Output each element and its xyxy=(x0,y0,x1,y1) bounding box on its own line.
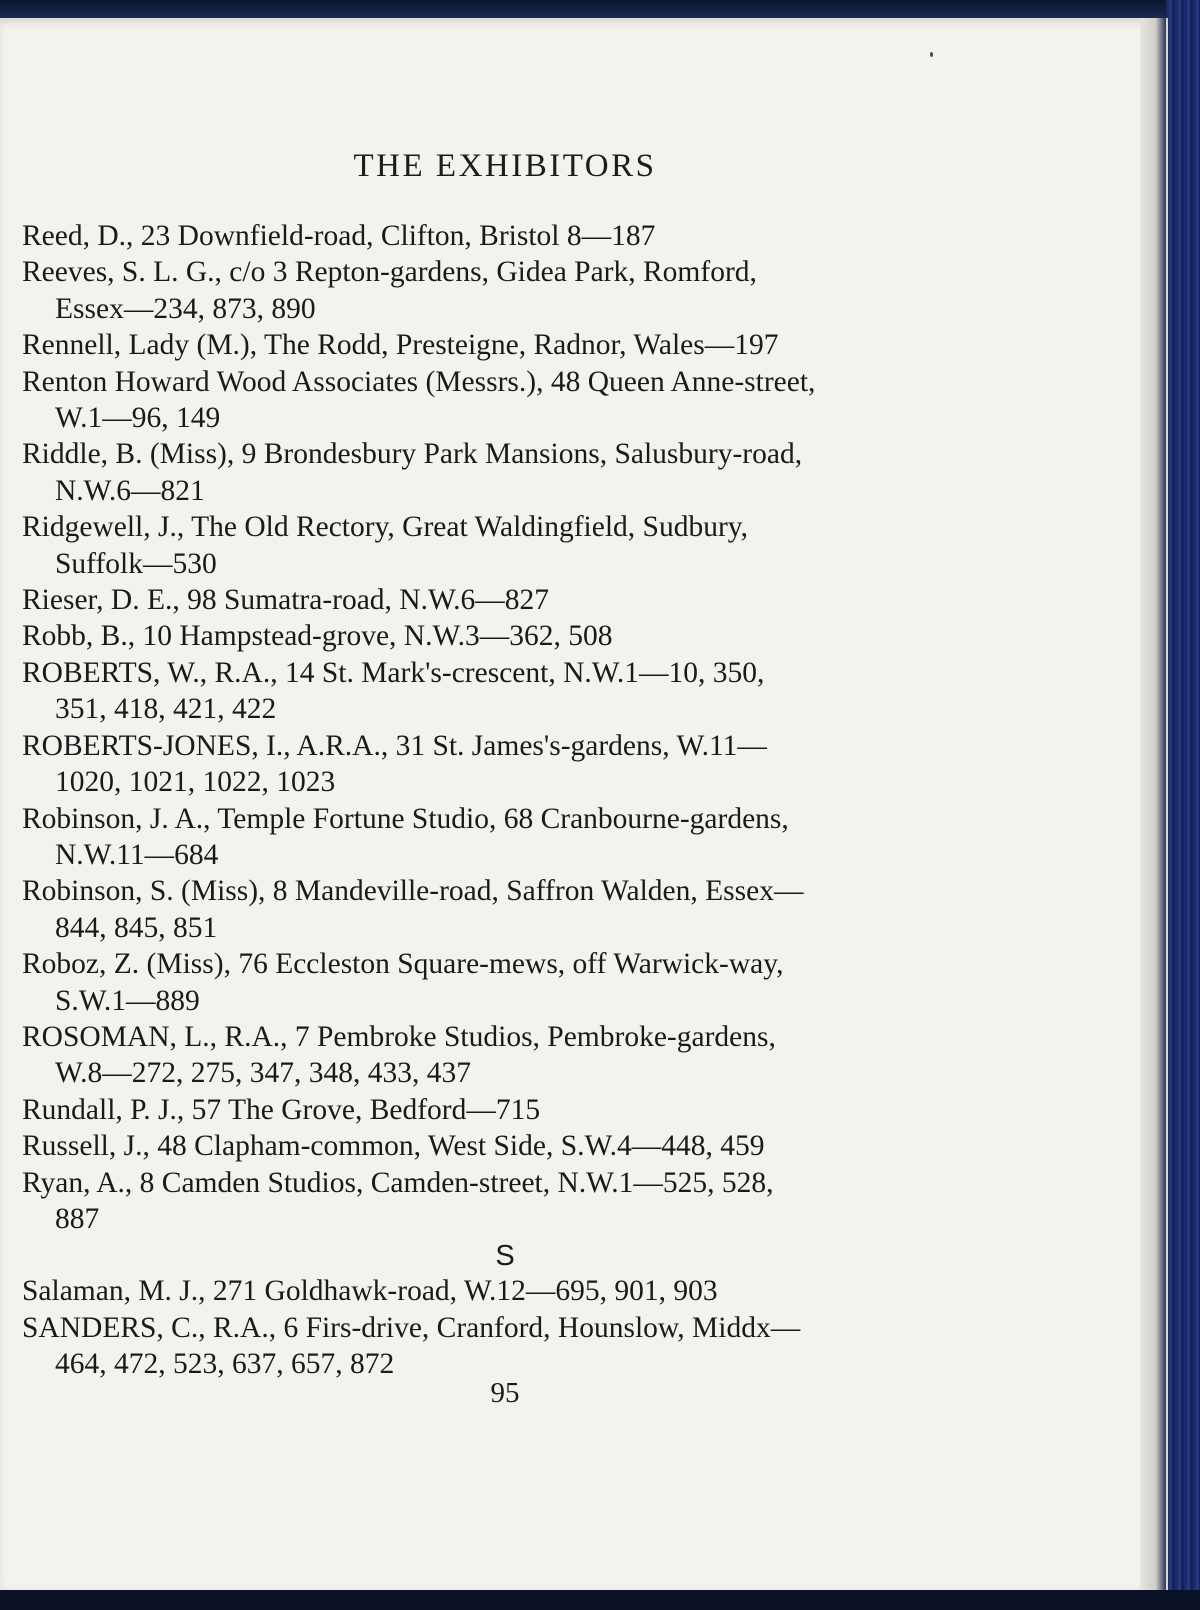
exhibitor-entry xyxy=(22,364,988,437)
entry-line: Rennell, Lady (M.), The Rodd, Presteigne, Radnor, Wales—197 xyxy=(22,329,779,362)
entry-line: S.W.1—889 xyxy=(55,984,200,1017)
entry-line: ROSOMAN, L., R.A., 7 Pembroke Studios, Pembroke-gardens, xyxy=(22,1020,776,1053)
entry-line: Robinson, S. (Miss), 8 Mandeville-road, Saffron Walden, Essex— xyxy=(22,875,804,908)
entry-line: Suffolk—530 xyxy=(55,547,217,580)
exhibitor-entry xyxy=(22,1165,988,1238)
entry-line: Robinson, J. A., Temple Fortune Studio, 68 Cranbourne-gardens, xyxy=(22,802,789,835)
book-cover-edge xyxy=(1166,0,1200,1610)
entry-line: Riddle, B. (Miss), 9 Brondesbury Park Mansions, Salusbury-road, xyxy=(22,438,803,471)
entry-line: N.W.6—821 xyxy=(55,474,205,507)
exhibitor-entry xyxy=(22,801,988,874)
exhibitor-entry xyxy=(22,946,988,1019)
entry-line: N.W.11—684 xyxy=(55,838,219,871)
entry-line: 351, 418, 421, 422 xyxy=(55,693,277,726)
page-title: THE EXHIBITORS xyxy=(353,148,657,184)
entry-line: Ridgewell, J., The Old Rectory, Great Waldingfield, Sudbury, xyxy=(22,511,748,544)
entry-line: W.1—96, 149 xyxy=(55,402,221,435)
section-letter: S xyxy=(495,1240,515,1273)
exhibitor-entry xyxy=(22,509,988,582)
exhibitor-entry xyxy=(22,618,988,654)
exhibitor-entry xyxy=(22,873,988,946)
exhibitor-list xyxy=(22,218,988,1383)
exhibitor-entry xyxy=(22,728,988,801)
page-gutter-edge xyxy=(1140,18,1166,1592)
page-number: 95 xyxy=(490,1377,520,1409)
exhibitor-entry xyxy=(22,1092,988,1128)
entry-line: Renton Howard Wood Associates (Messrs.), 48 Queen Anne-street, xyxy=(22,365,816,398)
book-top-edge xyxy=(0,0,1200,20)
entry-line: 844, 845, 851 xyxy=(55,911,218,944)
entry-line: Salaman, M. J., 271 Goldhawk-road, W.12—695, 901, 903 xyxy=(22,1275,718,1308)
entry-line: Roboz, Z. (Miss), 76 Eccleston Square-mews, off Warwick-way, xyxy=(22,948,784,981)
exhibitor-entry xyxy=(22,254,988,327)
entry-line: 1020, 1021, 1022, 1023 xyxy=(55,766,336,799)
entry-line: ROBERTS-JONES, I., A.R.A., 31 St. James's-gardens, W.11— xyxy=(22,729,767,762)
entry-line: Essex—234, 873, 890 xyxy=(55,292,316,325)
entry-line: 464, 472, 523, 637, 657, 872 xyxy=(55,1348,395,1381)
entry-line: W.8—272, 275, 347, 348, 433, 437 xyxy=(55,1057,472,1090)
exhibitor-entry xyxy=(22,327,988,363)
entry-line: Reed, D., 23 Downfield-road, Clifton, Bristol 8—187 xyxy=(22,220,656,252)
exhibitor-entry xyxy=(22,1019,988,1092)
entry-line: 887 xyxy=(55,1202,100,1235)
entry-line: Rieser, D. E., 98 Sumatra-road, N.W.6—827 xyxy=(22,584,549,617)
exhibitor-entry xyxy=(22,1128,988,1164)
entry-line: Robb, B., 10 Hampstead-grove, N.W.3—362, 508 xyxy=(22,620,613,653)
entry-line: Reeves, S. L. G., c/o 3 Repton-gardens, Gidea Park, Romford, xyxy=(22,256,757,289)
entry-line: Ryan, A., 8 Camden Studios, Camden-street, N.W.1—525, 528, xyxy=(22,1166,774,1199)
paper-speck xyxy=(930,52,933,57)
exhibitor-entry xyxy=(22,655,988,728)
entry-line: Russell, J., 48 Clapham-common, West Side, S.W.4—448, 459 xyxy=(22,1130,765,1163)
exhibitor-entry xyxy=(22,1310,988,1383)
exhibitor-entry xyxy=(22,582,988,618)
exhibitor-entry xyxy=(22,1273,988,1309)
entry-line: Rundall, P. J., 57 The Grove, Bedford—715 xyxy=(22,1093,541,1126)
book-bottom-edge xyxy=(0,1590,1200,1610)
entry-line: SANDERS, C., R.A., 6 Firs-drive, Cranford, Hounslow, Middx— xyxy=(22,1311,801,1344)
entry-line: ROBERTS, W., R.A., 14 St. Mark's-crescent, N.W.1—10, 350, xyxy=(22,656,765,689)
exhibitor-entry xyxy=(22,436,988,509)
exhibitor-entry xyxy=(22,218,988,254)
